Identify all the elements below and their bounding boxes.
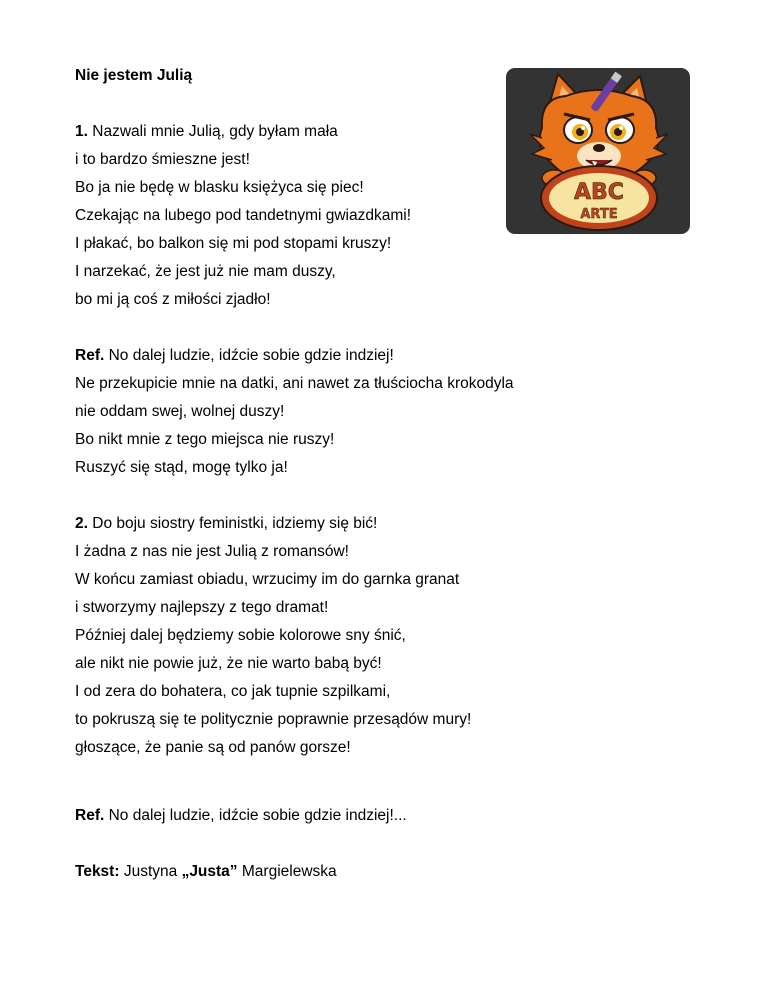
chorus-line-1-text: No dalej ludzie, idźcie sobie gdzie indziej! [108, 347, 394, 364]
logo-text-abc: ABC [574, 180, 624, 205]
verse2-line-3: W końcu zamiast obiadu, wrzucimy im do garnka granat [75, 571, 460, 588]
verse2-line-7: I od zera do bohatera, co jak tupnie szpilkami, [75, 683, 391, 700]
verse2-line-1 [75, 514, 377, 534]
verse2-line-2: I żadna z nas nie jest Julią z romansów! [75, 543, 349, 560]
chorus-line-1 [75, 346, 394, 366]
chorus-line-3: nie oddam swej, wolnej duszy! [75, 403, 285, 420]
abc-arte-fox-logo [506, 68, 690, 234]
fox-mascot-icon [506, 68, 690, 234]
chorus-line-4: Bo nikt mnie z tego miejsca nie ruszy! [75, 431, 335, 448]
author-first-name: Justyna [123, 863, 178, 880]
chorus-repeat-text: No dalej ludzie, idźcie sobie gdzie indziej!... [108, 807, 407, 824]
verse2-line-9: głoszące, że panie są od panów gorsze! [75, 739, 351, 756]
verse1-line-7: bo mi ją coś z miłości zjadło! [75, 291, 271, 308]
verse2-label: 2. [75, 515, 88, 532]
verse2-line-1-text: Do boju siostry feministki, idziemy się bić! [92, 515, 378, 532]
verse2-line-6: ale nikt nie powie już, że nie warto babą być! [75, 655, 382, 672]
verse1-line-1-text: Nazwali mnie Julią, gdy byłam mała [92, 123, 338, 140]
author-nickname: „Justa” [181, 863, 238, 880]
verse1-line-1 [75, 122, 338, 142]
chorus-repeat [75, 806, 407, 826]
verse2-line-8: to pokruszą się te politycznie poprawnie przesądów mury! [75, 711, 472, 728]
credits-label: Tekst: [75, 863, 120, 880]
verse1-label: 1. [75, 123, 88, 140]
verse2-line-5: Później dalej będziemy sobie kolorowe sny śnić, [75, 627, 406, 644]
song-title: Nie jestem Julią [75, 67, 193, 84]
author-last-name: Margielewska [241, 863, 337, 880]
chorus-repeat-label: Ref. [75, 807, 105, 824]
verse1-line-5: I płakać, bo balkon się mi pod stopami kruszy! [75, 235, 392, 252]
verse2-line-4: i stworzymy najlepszy z tego dramat! [75, 599, 329, 616]
verse1-line-4: Czekając na lubego pod tandetnymi gwiazdkami! [75, 207, 412, 224]
chorus-label: Ref. [75, 347, 105, 364]
chorus-line-5: Ruszyć się stąd, mogę tylko ja! [75, 459, 288, 476]
credits [75, 862, 337, 882]
verse1-line-6: I narzekać, że jest już nie mam duszy, [75, 263, 336, 280]
logo-text-arte: ARTE [580, 207, 618, 222]
verse1-line-3: Bo ja nie będę w blasku księżyca się piec! [75, 179, 364, 196]
verse1-line-2: i to bardzo śmieszne jest! [75, 151, 250, 168]
chorus-line-2: Ne przekupicie mnie na datki, ani nawet za tłuściocha krokodyla [75, 375, 514, 392]
